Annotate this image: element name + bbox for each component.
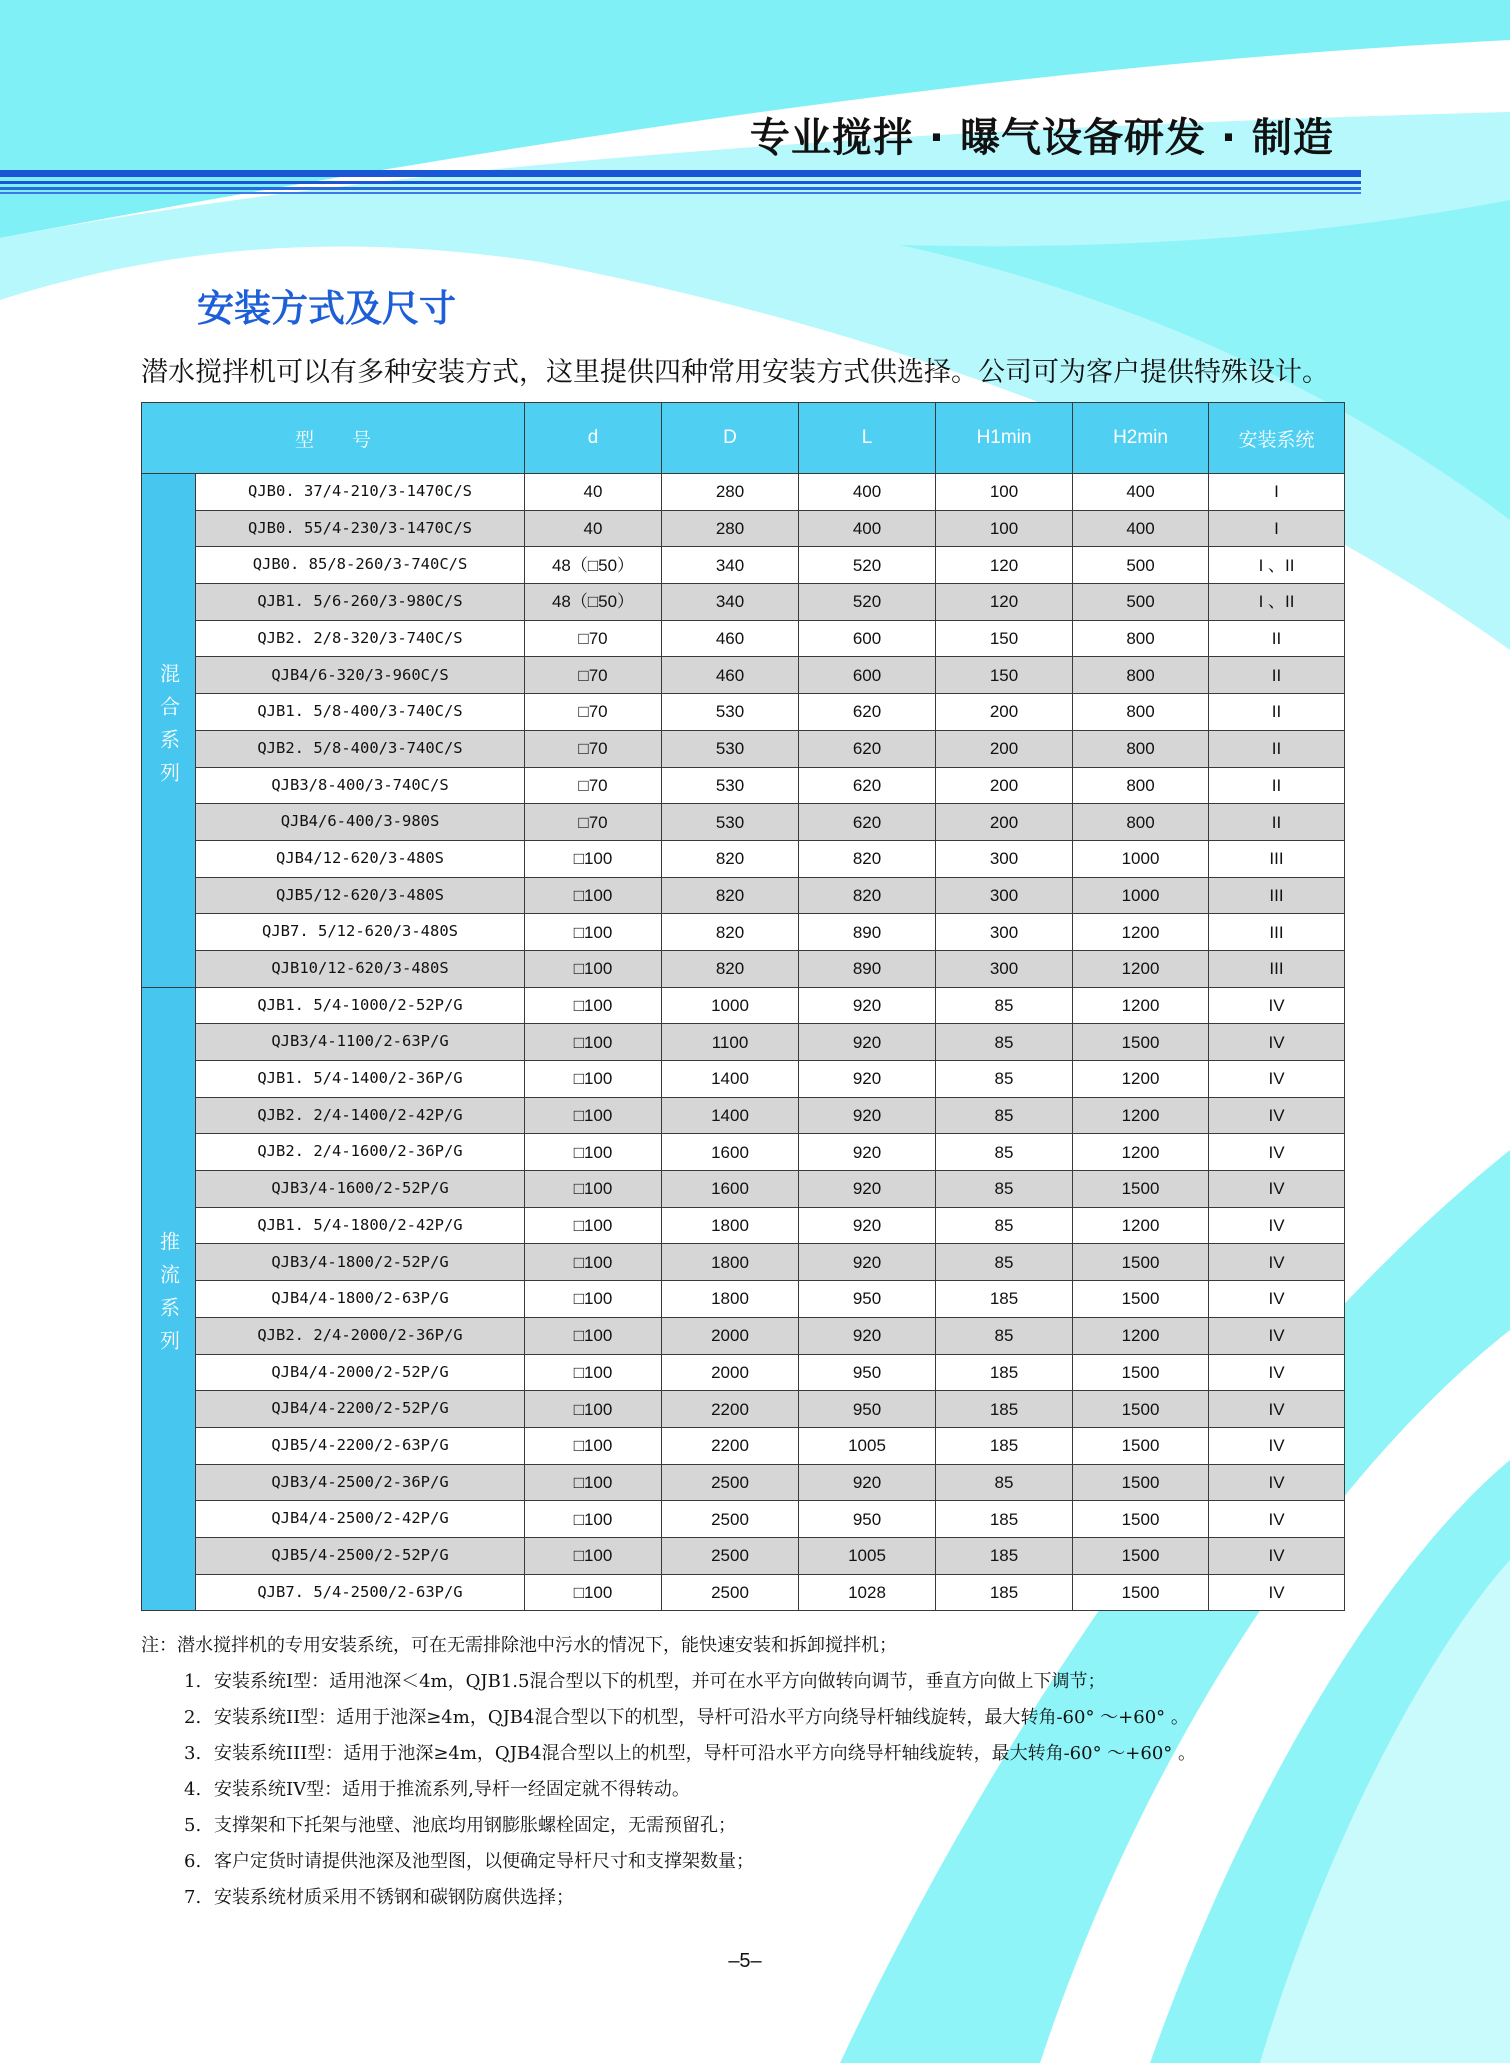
- h2min-value-cell: 1500: [1073, 1354, 1209, 1391]
- l-value-cell: 400: [799, 474, 936, 511]
- d-value-cell: □100: [525, 914, 662, 951]
- h1min-value-cell: 85: [936, 1061, 1073, 1098]
- d-value-cell: □100: [525, 840, 662, 877]
- note-item: [141, 1880, 1501, 1916]
- big-d-value-cell: 820: [662, 914, 799, 951]
- table-row: [142, 1097, 1345, 1134]
- section-title: 安装方式及尺寸: [197, 287, 456, 330]
- d-value-cell: □70: [525, 620, 662, 657]
- d-value-cell: □100: [525, 1391, 662, 1428]
- d-value-cell: 40: [525, 474, 662, 511]
- install-system-cell: IV: [1209, 1244, 1345, 1281]
- h2min-value-cell: 1000: [1073, 877, 1209, 914]
- table-row: [142, 1427, 1345, 1464]
- big-d-value-cell: 1000: [662, 987, 799, 1024]
- table-row: [142, 1464, 1345, 1501]
- model-cell: QJB2. 2/4-2000/2-36P/G: [196, 1317, 525, 1354]
- big-d-value-cell: 2200: [662, 1427, 799, 1464]
- model-cell: QJB3/4-2500/2-36P/G: [196, 1464, 525, 1501]
- h1min-value-cell: 300: [936, 914, 1073, 951]
- l-value-cell: 620: [799, 804, 936, 841]
- big-d-value-cell: 530: [662, 730, 799, 767]
- l-value-cell: 520: [799, 584, 936, 621]
- h2min-value-cell: 800: [1073, 730, 1209, 767]
- l-value-cell: 920: [799, 1024, 936, 1061]
- h1min-value-cell: 85: [936, 1097, 1073, 1134]
- push-series-group-cell: [142, 987, 196, 1611]
- h1min-value-cell: 185: [936, 1391, 1073, 1428]
- install-system-cell: I: [1209, 510, 1345, 547]
- l-value-cell: 950: [799, 1501, 936, 1538]
- l-value-cell: 1005: [799, 1427, 936, 1464]
- install-system-cell: IV: [1209, 1171, 1345, 1208]
- big-d-value-cell: 2500: [662, 1464, 799, 1501]
- l-value-cell: 920: [799, 1207, 936, 1244]
- big-d-value-cell: 820: [662, 950, 799, 987]
- note-item: [141, 1664, 1501, 1700]
- install-system-cell: IV: [1209, 1391, 1345, 1428]
- h1min-value-cell: 200: [936, 804, 1073, 841]
- model-cell: QJB0. 37/4-210/3-1470C/S: [196, 474, 525, 511]
- install-system-cell: IV: [1209, 1207, 1345, 1244]
- l-value-cell: 1005: [799, 1537, 936, 1574]
- model-cell: QJB3/4-1800/2-52P/G: [196, 1244, 525, 1281]
- h1min-value-cell: 200: [936, 730, 1073, 767]
- table-row: [142, 877, 1345, 914]
- h1min-value-cell: 120: [936, 547, 1073, 584]
- h2min-value-cell: 800: [1073, 620, 1209, 657]
- h2min-value-cell: 1200: [1073, 987, 1209, 1024]
- h2min-value-cell: 800: [1073, 694, 1209, 731]
- model-cell: QJB2. 2/8-320/3-740C/S: [196, 620, 525, 657]
- model-cell: QJB3/8-400/3-740C/S: [196, 767, 525, 804]
- note-text: 安装系统II型：适用于池深≥4m，QJB4混合型以下的机型，导杆可沿水平方向绕导杆轴线旋转，最大转角-60° ～+60° 。: [214, 1707, 1189, 1728]
- h1min-value-cell: 185: [936, 1537, 1073, 1574]
- big-d-value-cell: 820: [662, 840, 799, 877]
- model-cell: QJB4/4-2000/2-52P/G: [196, 1354, 525, 1391]
- h1min-value-cell: 150: [936, 657, 1073, 694]
- h2min-value-cell: 1500: [1073, 1537, 1209, 1574]
- l-value-cell: 920: [799, 1134, 936, 1171]
- model-cell: QJB7. 5/4-2500/2-63P/G: [196, 1574, 525, 1611]
- big-d-value-cell: 1100: [662, 1024, 799, 1061]
- h1min-value-cell: 85: [936, 1207, 1073, 1244]
- header-d: d: [525, 403, 662, 474]
- notes-section: [141, 1628, 1501, 1916]
- install-system-cell: II: [1209, 620, 1345, 657]
- d-value-cell: 48（□50）: [525, 584, 662, 621]
- big-d-value-cell: 2500: [662, 1537, 799, 1574]
- h1min-value-cell: 185: [936, 1281, 1073, 1318]
- install-system-cell: II: [1209, 694, 1345, 731]
- h1min-value-cell: 185: [936, 1501, 1073, 1538]
- table-row: [142, 1207, 1345, 1244]
- d-value-cell: □100: [525, 1134, 662, 1171]
- h1min-value-cell: 85: [936, 1171, 1073, 1208]
- model-cell: QJB1. 5/4-1400/2-36P/G: [196, 1061, 525, 1098]
- header-model: 型 号: [142, 403, 525, 474]
- install-system-cell: IV: [1209, 1537, 1345, 1574]
- big-d-value-cell: 1400: [662, 1061, 799, 1098]
- big-d-value-cell: 460: [662, 620, 799, 657]
- note-number: 3.: [184, 1743, 202, 1764]
- install-system-cell: IV: [1209, 1097, 1345, 1134]
- note-item: [141, 1844, 1501, 1880]
- h1min-value-cell: 200: [936, 767, 1073, 804]
- h2min-value-cell: 1500: [1073, 1574, 1209, 1611]
- h2min-value-cell: 800: [1073, 804, 1209, 841]
- d-value-cell: □70: [525, 804, 662, 841]
- install-system-cell: II: [1209, 657, 1345, 694]
- notes-list: [141, 1664, 1501, 1916]
- h2min-value-cell: 1500: [1073, 1171, 1209, 1208]
- install-system-cell: IV: [1209, 1427, 1345, 1464]
- big-d-value-cell: 2000: [662, 1317, 799, 1354]
- h2min-value-cell: 1500: [1073, 1024, 1209, 1061]
- big-d-value-cell: 1800: [662, 1281, 799, 1318]
- install-system-cell: IV: [1209, 1464, 1345, 1501]
- h1min-value-cell: 85: [936, 1317, 1073, 1354]
- install-system-cell: IV: [1209, 987, 1345, 1024]
- model-cell: QJB4/4-2500/2-42P/G: [196, 1501, 525, 1538]
- install-system-cell: III: [1209, 914, 1345, 951]
- big-d-value-cell: 2500: [662, 1574, 799, 1611]
- model-cell: QJB4/4-1800/2-63P/G: [196, 1281, 525, 1318]
- h1min-value-cell: 85: [936, 1244, 1073, 1281]
- h1min-value-cell: 100: [936, 474, 1073, 511]
- install-system-cell: II: [1209, 730, 1345, 767]
- model-cell: QJB0. 85/8-260/3-740C/S: [196, 547, 525, 584]
- install-system-cell: IV: [1209, 1574, 1345, 1611]
- big-d-value-cell: 820: [662, 877, 799, 914]
- h2min-value-cell: 1500: [1073, 1464, 1209, 1501]
- h1min-value-cell: 185: [936, 1354, 1073, 1391]
- big-d-value-cell: 1400: [662, 1097, 799, 1134]
- table-row: [142, 694, 1345, 731]
- model-cell: QJB5/4-2200/2-63P/G: [196, 1427, 525, 1464]
- h2min-value-cell: 400: [1073, 474, 1209, 511]
- spec-table: [141, 402, 1345, 1611]
- table-row: [142, 1024, 1345, 1061]
- table-row: [142, 804, 1345, 841]
- series-label: 混合系列: [156, 662, 181, 795]
- d-value-cell: □100: [525, 1354, 662, 1391]
- install-system-cell: IV: [1209, 1281, 1345, 1318]
- h1min-value-cell: 85: [936, 1464, 1073, 1501]
- l-value-cell: 600: [799, 620, 936, 657]
- d-value-cell: □70: [525, 730, 662, 767]
- d-value-cell: □100: [525, 877, 662, 914]
- table-row: [142, 1317, 1345, 1354]
- h2min-value-cell: 1200: [1073, 1097, 1209, 1134]
- table-row: [142, 767, 1345, 804]
- model-cell: QJB1. 5/4-1800/2-42P/G: [196, 1207, 525, 1244]
- big-d-value-cell: 280: [662, 510, 799, 547]
- model-cell: QJB1. 5/6-260/3-980C/S: [196, 584, 525, 621]
- h2min-value-cell: 1200: [1073, 1134, 1209, 1171]
- h1min-value-cell: 150: [936, 620, 1073, 657]
- model-cell: QJB10/12-620/3-480S: [196, 950, 525, 987]
- h2min-value-cell: 800: [1073, 657, 1209, 694]
- model-cell: QJB5/12-620/3-480S: [196, 877, 525, 914]
- h1min-value-cell: 200: [936, 694, 1073, 731]
- install-system-cell: IV: [1209, 1354, 1345, 1391]
- l-value-cell: 620: [799, 767, 936, 804]
- l-value-cell: 600: [799, 657, 936, 694]
- d-value-cell: □100: [525, 1024, 662, 1061]
- l-value-cell: 620: [799, 730, 936, 767]
- install-system-cell: IV: [1209, 1317, 1345, 1354]
- big-d-value-cell: 340: [662, 547, 799, 584]
- notes-lead: 注：潜水搅拌机的专用安装系统，可在无需排除池中污水的情况下，能快速安装和拆卸搅拌机；: [141, 1635, 897, 1656]
- l-value-cell: 920: [799, 987, 936, 1024]
- l-value-cell: 520: [799, 547, 936, 584]
- intro-text: 潜水搅拌机可以有多种安装方式，这里提供四种常用安装方式供选择。公司可为客户提供特殊设计。: [141, 357, 1329, 388]
- h1min-value-cell: 300: [936, 950, 1073, 987]
- model-cell: QJB2. 5/8-400/3-740C/S: [196, 730, 525, 767]
- d-value-cell: □100: [525, 1281, 662, 1318]
- model-cell: QJB7. 5/12-620/3-480S: [196, 914, 525, 951]
- table-row: [142, 510, 1345, 547]
- l-value-cell: 400: [799, 510, 936, 547]
- d-value-cell: □100: [525, 1061, 662, 1098]
- big-d-value-cell: 2500: [662, 1501, 799, 1538]
- d-value-cell: □100: [525, 1537, 662, 1574]
- l-value-cell: 950: [799, 1281, 936, 1318]
- model-cell: QJB3/4-1100/2-63P/G: [196, 1024, 525, 1061]
- l-value-cell: 920: [799, 1244, 936, 1281]
- table-row: [142, 584, 1345, 621]
- h2min-value-cell: 1200: [1073, 1317, 1209, 1354]
- h2min-value-cell: 500: [1073, 547, 1209, 584]
- install-system-cell: IV: [1209, 1061, 1345, 1098]
- h1min-value-cell: 85: [936, 987, 1073, 1024]
- model-cell: QJB2. 2/4-1400/2-42P/G: [196, 1097, 525, 1134]
- h1min-value-cell: 185: [936, 1574, 1073, 1611]
- model-cell: QJB4/6-400/3-980S: [196, 804, 525, 841]
- table-row: [142, 1281, 1345, 1318]
- table-row: [142, 950, 1345, 987]
- d-value-cell: □100: [525, 1427, 662, 1464]
- l-value-cell: 620: [799, 694, 936, 731]
- l-value-cell: 920: [799, 1317, 936, 1354]
- header-h2min: H2min: [1073, 403, 1209, 474]
- table-row: [142, 474, 1345, 511]
- big-d-value-cell: 1800: [662, 1207, 799, 1244]
- header-slogan: 专业搅拌 · 曝气设备研发 · 制造: [749, 115, 1334, 161]
- h1min-value-cell: 120: [936, 584, 1073, 621]
- h2min-value-cell: 1500: [1073, 1427, 1209, 1464]
- d-value-cell: □100: [525, 987, 662, 1024]
- table-row: [142, 1171, 1345, 1208]
- install-system-cell: IV: [1209, 1024, 1345, 1061]
- table-header-row: [142, 403, 1345, 474]
- note-item: [141, 1808, 1501, 1844]
- h2min-value-cell: 1500: [1073, 1391, 1209, 1428]
- d-value-cell: □100: [525, 1464, 662, 1501]
- install-system-cell: I 、II: [1209, 584, 1345, 621]
- install-system-cell: II: [1209, 767, 1345, 804]
- model-cell: QJB3/4-1600/2-52P/G: [196, 1171, 525, 1208]
- d-value-cell: □70: [525, 657, 662, 694]
- header-stripe: [0, 187, 1361, 190]
- l-value-cell: 920: [799, 1171, 936, 1208]
- header-big-d: D: [662, 403, 799, 474]
- install-system-cell: I 、II: [1209, 547, 1345, 584]
- big-d-value-cell: 1600: [662, 1171, 799, 1208]
- l-value-cell: 920: [799, 1097, 936, 1134]
- h1min-value-cell: 85: [936, 1134, 1073, 1171]
- page-number: –5–: [728, 1950, 762, 1972]
- install-system-cell: III: [1209, 950, 1345, 987]
- table-row: [142, 914, 1345, 951]
- big-d-value-cell: 2000: [662, 1354, 799, 1391]
- table-row: [142, 840, 1345, 877]
- big-d-value-cell: 1800: [662, 1244, 799, 1281]
- big-d-value-cell: 530: [662, 804, 799, 841]
- d-value-cell: □100: [525, 1317, 662, 1354]
- big-d-value-cell: 530: [662, 694, 799, 731]
- note-text: 安装系统IV型：适用于推流系列,导杆一经固定就不得转动。: [214, 1779, 690, 1800]
- h2min-value-cell: 400: [1073, 510, 1209, 547]
- big-d-value-cell: 280: [662, 474, 799, 511]
- table-row: [142, 657, 1345, 694]
- h2min-value-cell: 1200: [1073, 1207, 1209, 1244]
- note-item: [141, 1772, 1501, 1808]
- table-body: [142, 474, 1345, 1611]
- big-d-value-cell: 460: [662, 657, 799, 694]
- h2min-value-cell: 800: [1073, 767, 1209, 804]
- d-value-cell: □100: [525, 1097, 662, 1134]
- series-label: 推流系列: [156, 1231, 181, 1364]
- header-install-system: 安装系统: [1209, 403, 1345, 474]
- install-system-cell: II: [1209, 804, 1345, 841]
- d-value-cell: 40: [525, 510, 662, 547]
- h2min-value-cell: 1500: [1073, 1244, 1209, 1281]
- big-d-value-cell: 2200: [662, 1391, 799, 1428]
- note-text: 安装系统III型：适用于池深≥4m，QJB4混合型以上的机型，导杆可沿水平方向绕导杆轴线旋转，最大转角-60° ～+60° 。: [214, 1743, 1196, 1764]
- note-text: 安装系统I型：适用池深＜4m，QJB1.5混合型以下的机型，并可在水平方向做转向调节，垂直方向做上下调节；: [214, 1671, 1106, 1692]
- header-l: L: [799, 403, 936, 474]
- h2min-value-cell: 1000: [1073, 840, 1209, 877]
- table-row: [142, 1537, 1345, 1574]
- h1min-value-cell: 85: [936, 1024, 1073, 1061]
- model-cell: QJB4/12-620/3-480S: [196, 840, 525, 877]
- table-row: [142, 1061, 1345, 1098]
- table-row: [142, 1244, 1345, 1281]
- table-row: [142, 730, 1345, 767]
- table-row: [142, 1501, 1345, 1538]
- install-system-cell: III: [1209, 877, 1345, 914]
- h1min-value-cell: 300: [936, 877, 1073, 914]
- model-cell: QJB5/4-2500/2-52P/G: [196, 1537, 525, 1574]
- table-row: [142, 1574, 1345, 1611]
- h1min-value-cell: 100: [936, 510, 1073, 547]
- h2min-value-cell: 500: [1073, 584, 1209, 621]
- note-number: 4.: [184, 1779, 202, 1800]
- h1min-value-cell: 185: [936, 1427, 1073, 1464]
- big-d-value-cell: 340: [662, 584, 799, 621]
- d-value-cell: □100: [525, 1574, 662, 1611]
- note-text: 安装系统材质采用不锈钢和碳钢防腐供选择；: [214, 1887, 574, 1908]
- d-value-cell: □100: [525, 1207, 662, 1244]
- d-value-cell: □100: [525, 1171, 662, 1208]
- table-row: [142, 620, 1345, 657]
- d-value-cell: 48（□50）: [525, 547, 662, 584]
- note-number: 2.: [184, 1707, 202, 1728]
- h2min-value-cell: 1500: [1073, 1281, 1209, 1318]
- note-number: 1.: [184, 1671, 202, 1692]
- header-h1min: H1min: [936, 403, 1073, 474]
- h2min-value-cell: 1500: [1073, 1501, 1209, 1538]
- model-cell: QJB1. 5/4-1000/2-52P/G: [196, 987, 525, 1024]
- header-stripe: [0, 181, 1361, 184]
- note-number: 6.: [184, 1851, 202, 1872]
- install-system-cell: IV: [1209, 1501, 1345, 1538]
- note-number: 5.: [184, 1815, 202, 1836]
- l-value-cell: 920: [799, 1464, 936, 1501]
- l-value-cell: 820: [799, 877, 936, 914]
- d-value-cell: □70: [525, 694, 662, 731]
- model-cell: QJB2. 2/4-1600/2-36P/G: [196, 1134, 525, 1171]
- l-value-cell: 1028: [799, 1574, 936, 1611]
- l-value-cell: 890: [799, 914, 936, 951]
- big-d-value-cell: 1600: [662, 1134, 799, 1171]
- d-value-cell: □70: [525, 767, 662, 804]
- note-item: [141, 1700, 1501, 1736]
- h2min-value-cell: 1200: [1073, 914, 1209, 951]
- l-value-cell: 950: [799, 1391, 936, 1428]
- l-value-cell: 950: [799, 1354, 936, 1391]
- note-number: 7.: [184, 1887, 202, 1908]
- note-text: 支撑架和下托架与池壁、池底均用钢膨胀螺栓固定，无需预留孔；: [214, 1815, 736, 1836]
- header-stripe: [0, 170, 1361, 177]
- table-row: [142, 987, 1345, 1024]
- note-text: 客户定货时请提供池深及池型图，以便确定导杆尺寸和支撑架数量；: [214, 1851, 754, 1872]
- table-row: [142, 1391, 1345, 1428]
- install-system-cell: IV: [1209, 1134, 1345, 1171]
- h1min-value-cell: 300: [936, 840, 1073, 877]
- l-value-cell: 890: [799, 950, 936, 987]
- d-value-cell: □100: [525, 950, 662, 987]
- table-row: [142, 547, 1345, 584]
- install-system-cell: III: [1209, 840, 1345, 877]
- header-stripe: [0, 192, 1361, 194]
- h2min-value-cell: 1200: [1073, 1061, 1209, 1098]
- mixing-series-group-cell: [142, 474, 196, 988]
- model-cell: QJB1. 5/8-400/3-740C/S: [196, 694, 525, 731]
- note-item: [141, 1736, 1501, 1772]
- l-value-cell: 920: [799, 1061, 936, 1098]
- h2min-value-cell: 1200: [1073, 950, 1209, 987]
- table-row: [142, 1354, 1345, 1391]
- model-cell: QJB0. 55/4-230/3-1470C/S: [196, 510, 525, 547]
- table-row: [142, 1134, 1345, 1171]
- d-value-cell: □100: [525, 1501, 662, 1538]
- big-d-value-cell: 530: [662, 767, 799, 804]
- model-cell: QJB4/6-320/3-960C/S: [196, 657, 525, 694]
- model-cell: QJB4/4-2200/2-52P/G: [196, 1391, 525, 1428]
- install-system-cell: I: [1209, 474, 1345, 511]
- l-value-cell: 820: [799, 840, 936, 877]
- d-value-cell: □100: [525, 1244, 662, 1281]
